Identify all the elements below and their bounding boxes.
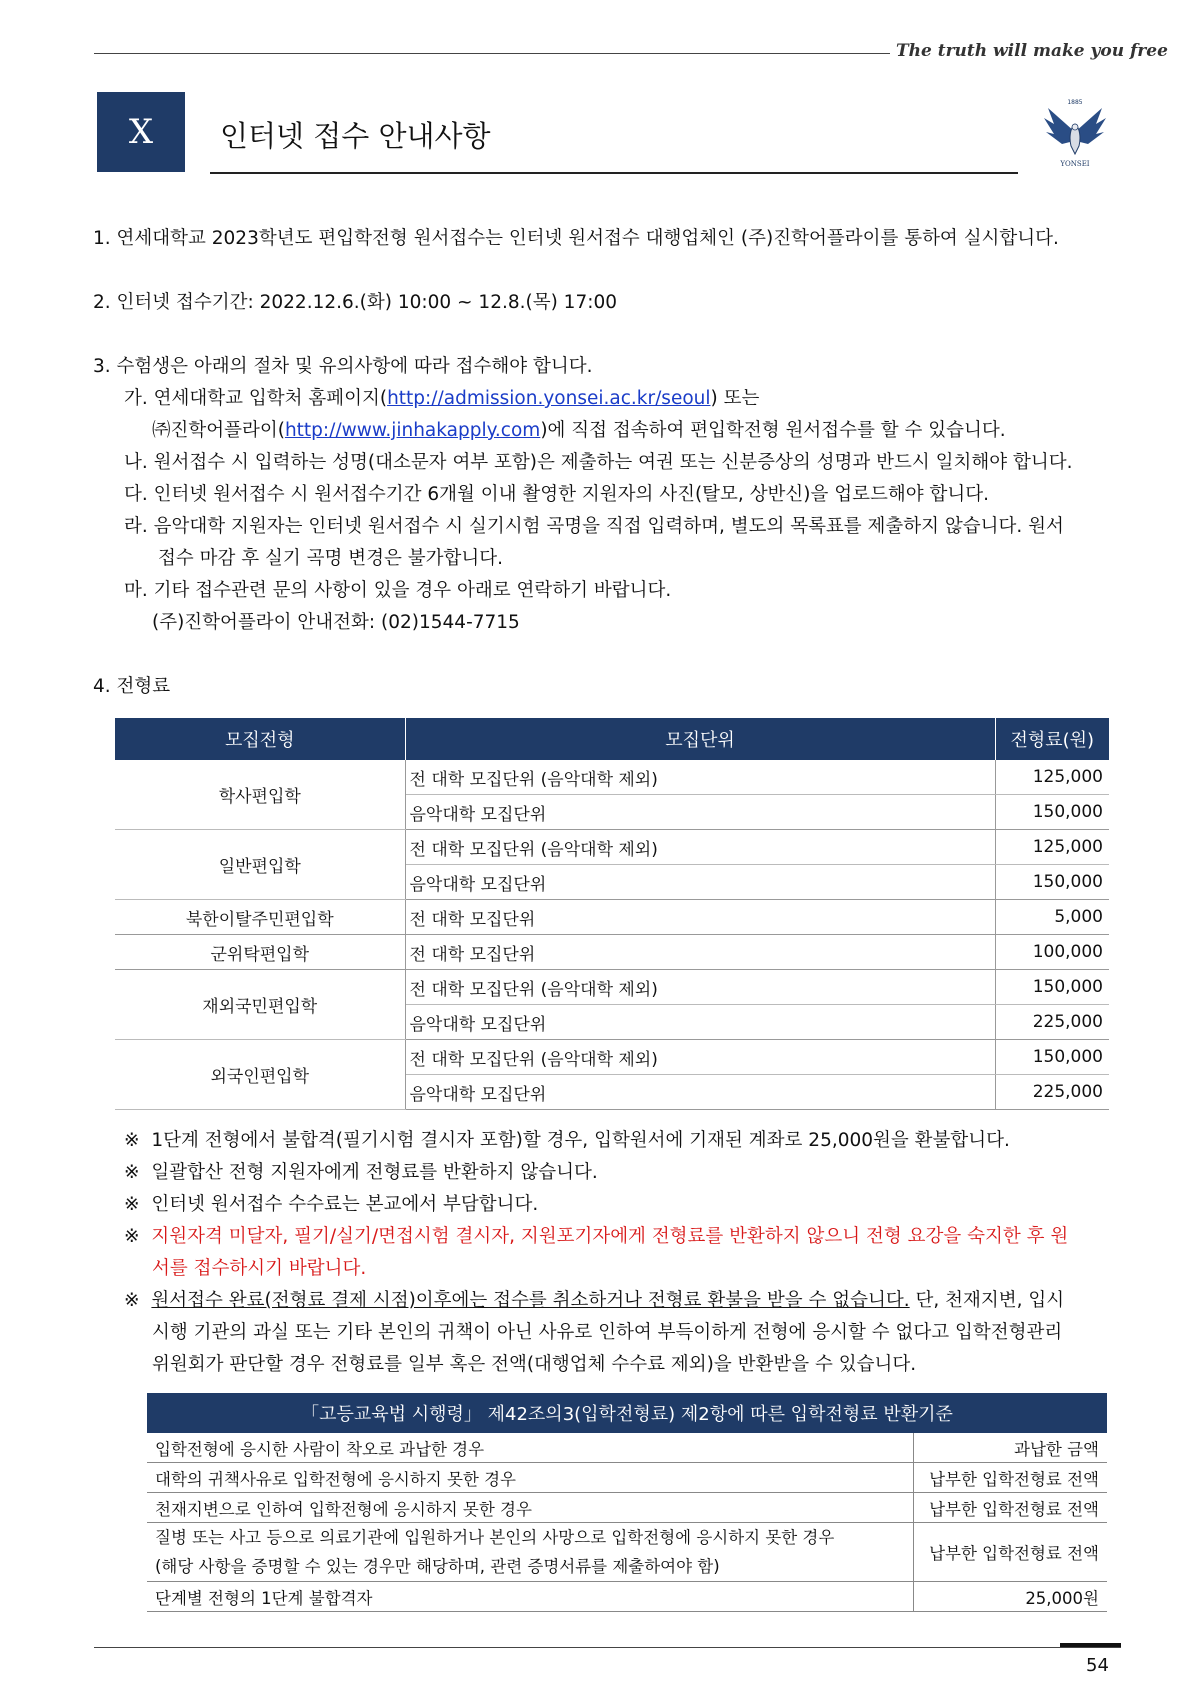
refund-amount: 납부한 입학전형료 전액 <box>913 1493 1107 1523</box>
refund-case: 대학의 귀책사유로 입학전형에 응시하지 못한 경우 <box>147 1463 913 1493</box>
item-2: 2. 인터넷 접수기간: 2022.12.6.(화) 10:00 ~ 12.8.(목) 17:00 <box>93 292 617 313</box>
fee-unit: 전 대학 모집단위 (음악대학 제외) <box>405 760 995 795</box>
refund-case <box>147 1523 913 1582</box>
note-5-cont-1: 시행 기관의 과실 또는 기타 본인의 귀책이 아닌 사유로 인하여 부득이하게 전형에 응시할 수 없다고 입학전형관리 <box>152 1322 1063 1343</box>
refund-case: 천재지변으로 인하여 입학전형에 응시하지 못한 경우 <box>147 1493 913 1523</box>
note-4-cont: 서를 접수하시기 바랍니다. <box>152 1258 367 1279</box>
note-2-text: 일괄합산 전형 지원자에게 전형료를 반환하지 않습니다. <box>151 1162 598 1183</box>
table-row <box>115 935 1109 970</box>
fee-group: 외국인편입학 <box>115 1040 405 1110</box>
fee-amount: 150,000 <box>995 865 1109 900</box>
note-5-rest: 단, 천재지변, 입시 <box>909 1290 1065 1311</box>
item-4: 4. 전형료 <box>93 676 171 697</box>
fee-table <box>115 718 1109 1110</box>
item-3-ra-2: 접수 마감 후 실기 곡명 변경은 불가합니다. <box>158 548 503 569</box>
note-mark: ※ <box>124 1226 140 1247</box>
note-2 <box>124 1157 598 1189</box>
item-3-ma-2: (주)진학어플라이 안내전화: (02)1544-7715 <box>152 612 520 633</box>
item-3: 3. 수험생은 아래의 절차 및 유의사항에 따라 접수해야 합니다. <box>93 356 593 377</box>
fee-amount: 5,000 <box>995 900 1109 935</box>
fee-group: 군위탁편입학 <box>115 935 405 970</box>
fee-group: 일반편입학 <box>115 830 405 900</box>
fee-unit: 음악대학 모집단위 <box>405 795 995 830</box>
fee-unit: 전 대학 모집단위 (음악대학 제외) <box>405 970 995 1005</box>
note-mark: ※ <box>124 1290 140 1311</box>
chapter-badge: X <box>97 92 185 172</box>
footer-page-mark <box>1060 1643 1121 1647</box>
yonsei-eagle-logo-icon <box>1040 94 1110 170</box>
fee-amount: 125,000 <box>995 830 1109 865</box>
table-row <box>115 1040 1109 1075</box>
refund-case-line-1: 질병 또는 사고 등으로 의료기관에 입원하거나 본인의 사망으로 입학전형에 응시하지 못한 경우 <box>155 1528 835 1547</box>
page-title: 인터넷 접수 안내사항 <box>220 119 491 153</box>
refund-table-header: 「고등교육법 시행령」 제42조의3(입학전형료) 제2항에 따른 입학전형료 반환기준 <box>147 1393 1107 1433</box>
item-3-ga2-pre: ㈜진학어플라이( <box>152 420 285 441</box>
table-row <box>115 970 1109 1005</box>
fee-unit: 음악대학 모집단위 <box>405 1075 995 1110</box>
refund-amount: 납부한 입학전형료 전액 <box>913 1523 1107 1582</box>
table-row <box>115 900 1109 935</box>
refund-amount: 25,000원 <box>913 1582 1107 1612</box>
note-mark: ※ <box>124 1194 140 1215</box>
fee-amount: 125,000 <box>995 760 1109 795</box>
note-mark: ※ <box>124 1130 140 1151</box>
item-1: 1. 연세대학교 2023학년도 편입학전형 원서접수는 인터넷 원서접수 대행업체인 (주)진학어플라이를 통하여 실시합니다. <box>93 228 1059 249</box>
table-row <box>147 1463 1107 1493</box>
note-4-text: 지원자격 미달자, 필기/실기/면접시험 결시자, 지원포기자에게 전형료를 반환하지 않으니 전형 요강을 숙지한 후 원 <box>151 1226 1069 1247</box>
fee-amount: 225,000 <box>995 1005 1109 1040</box>
table-row <box>147 1582 1107 1612</box>
fee-group: 학사편입학 <box>115 760 405 830</box>
table-row <box>115 760 1109 795</box>
item-3-ga-pre: 가. 연세대학교 입학처 홈페이지( <box>124 388 388 409</box>
title-underline <box>210 172 1018 174</box>
note-1-text: 1단계 전형에서 불합격(필기시험 결시자 포함)할 경우, 입학원서에 기재된 계좌로 25,000원을 환불합니다. <box>151 1130 1010 1151</box>
item-3-ma-1: 마. 기타 접수관련 문의 사항이 있을 경우 아래로 연락하기 바랍니다. <box>124 580 672 601</box>
item-3-ga <box>124 383 759 415</box>
fee-amount: 150,000 <box>995 1040 1109 1075</box>
admission-link[interactable]: http://admission.yonsei.ac.kr/seoul <box>387 388 711 409</box>
table-row <box>147 1493 1107 1523</box>
fee-header-unit: 모집단위 <box>405 718 995 760</box>
table-row <box>115 830 1109 865</box>
jinhakapply-link[interactable]: http://www.jinhakapply.com <box>284 420 541 441</box>
table-row <box>147 1433 1107 1463</box>
refund-amount: 납부한 입학전형료 전액 <box>913 1463 1107 1493</box>
note-4 <box>124 1221 1068 1253</box>
header-rule <box>94 53 890 54</box>
refund-case-line-2: (해당 사항을 증명할 수 있는 경우만 해당하며, 관련 증명서류를 제출하여야 함) <box>155 1557 720 1576</box>
fee-unit: 음악대학 모집단위 <box>405 865 995 900</box>
fee-group: 북한이탈주민편입학 <box>115 900 405 935</box>
item-3-na: 나. 원서접수 시 입력하는 성명(대소문자 여부 포함)은 제출하는 여권 또는 신분증상의 성명과 반드시 일치해야 합니다. <box>124 452 1073 473</box>
item-3-ga-2 <box>152 415 1006 447</box>
refund-case: 입학전형에 응시한 사람이 착오로 과납한 경우 <box>147 1433 913 1463</box>
fee-amount: 150,000 <box>995 795 1109 830</box>
note-1 <box>124 1125 1010 1157</box>
fee-amount: 150,000 <box>995 970 1109 1005</box>
fee-header-fee: 전형료(원) <box>995 718 1109 760</box>
note-5 <box>124 1285 1064 1317</box>
refund-amount: 과납한 금액 <box>913 1433 1107 1463</box>
note-5-cont-2: 위원회가 판단할 경우 전형료를 일부 혹은 전액(대행업체 수수료 제외)을 반환받을 수 있습니다. <box>152 1354 917 1375</box>
fee-amount: 100,000 <box>995 935 1109 970</box>
fee-amount: 225,000 <box>995 1075 1109 1110</box>
fee-unit: 전 대학 모집단위 (음악대학 제외) <box>405 830 995 865</box>
fee-unit: 전 대학 모집단위 <box>405 935 995 970</box>
note-3 <box>124 1189 538 1221</box>
fee-table-header <box>115 718 1109 760</box>
refund-case: 단계별 전형의 1단계 불합격자 <box>147 1582 913 1612</box>
footer-rule <box>94 1647 1121 1648</box>
refund-table <box>147 1393 1107 1612</box>
fee-unit: 전 대학 모집단위 (음악대학 제외) <box>405 1040 995 1075</box>
fee-group: 재외국민편입학 <box>115 970 405 1040</box>
note-mark: ※ <box>124 1162 140 1183</box>
motto-text: The truth will make you free <box>896 41 1168 61</box>
logo-text: YONSEI <box>1060 160 1090 168</box>
item-3-ga2-post: )에 직접 접속하여 편입학전형 원서접수를 할 수 있습니다. <box>540 420 1006 441</box>
item-3-ga-post: ) 또는 <box>710 388 760 409</box>
item-3-ra-1: 라. 음악대학 지원자는 인터넷 원서접수 시 실기시험 곡명을 직접 입력하며, 별도의 목록표를 제출하지 않습니다. 원서 <box>124 516 1064 537</box>
fee-unit: 음악대학 모집단위 <box>405 1005 995 1040</box>
page-number: 54 <box>1086 1655 1109 1676</box>
fee-header-track: 모집전형 <box>115 718 405 760</box>
table-row <box>147 1523 1107 1582</box>
note-3-text: 인터넷 원서접수 수수료는 본교에서 부담합니다. <box>151 1194 539 1215</box>
item-3-da: 다. 인터넷 원서접수 시 원서접수기간 6개월 이내 촬영한 지원자의 사진(탈모, 상반신)을 업로드해야 합니다. <box>124 484 990 505</box>
logo-year: 1885 <box>1067 99 1083 106</box>
note-5-underlined: 원서접수 완료(전형료 결제 시점)이후에는 접수를 취소하거나 전형료 환불을 받을 수 없습니다. <box>151 1290 910 1311</box>
fee-unit: 전 대학 모집단위 <box>405 900 995 935</box>
